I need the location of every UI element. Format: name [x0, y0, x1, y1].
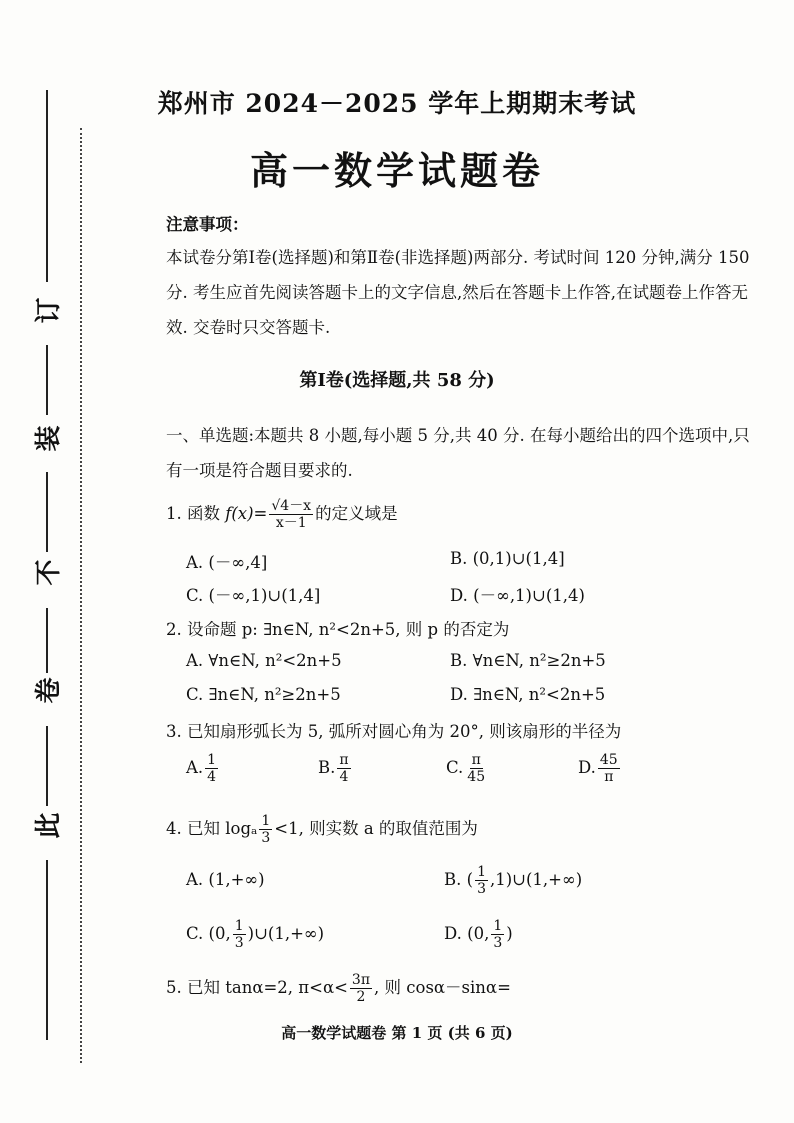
q4-d-fraction	[491, 918, 504, 951]
binding-char-3: 不	[34, 560, 60, 590]
q3-a-label: A.	[186, 758, 204, 777]
paper-title: 高一数学试题卷	[249, 148, 544, 193]
q1-numerator: √4－x	[271, 498, 312, 514]
question-5	[166, 972, 511, 1005]
q3-option-d	[578, 752, 622, 785]
q4-option-a: A. (1,+∞)	[186, 870, 265, 889]
binding-line-4	[46, 608, 48, 673]
notice-text: 本试卷分第Ⅰ卷(选择题)和第Ⅱ卷(非选择题)两部分. 考试时间 120 分钟,满分 150 分. 考生应首先阅读答题卡上的文字信息,然后在答题卡上作答,在试题卷上作答无效. 交卷时只交答题卡.	[166, 248, 750, 337]
binding-char-5: 此	[34, 813, 60, 843]
question-1	[166, 498, 398, 531]
q4-option-b	[444, 864, 582, 897]
q2-option-a: A. ∀n∈N, n²<2n+5	[186, 651, 342, 670]
q1-option-b: B. (0,1)∪(1,4]	[450, 549, 565, 568]
q1-suffix: 的定义域是	[315, 504, 398, 523]
q4-b-pre: B. (	[444, 870, 474, 889]
q4-option-d	[444, 918, 513, 951]
q4-prefix: 4. 已知 logₐ	[166, 819, 258, 838]
q5-den: 2	[356, 989, 366, 1005]
q3-c-label: C.	[446, 758, 464, 777]
q4-b-post: ,1)∪(1,+∞)	[489, 870, 583, 889]
q5-prefix: 5. 已知 tanα=2, π<α<	[166, 978, 348, 997]
q4-fraction	[259, 813, 272, 846]
q4-den: 3	[261, 830, 271, 846]
page-footer: 高一数学试题卷 第 1 页 (共 6 页)	[281, 1024, 513, 1042]
q2-option-c: C. ∃n∈N, n²≥2n+5	[186, 685, 341, 704]
q3-c-den: 45	[467, 769, 486, 785]
q3-b-label: B.	[318, 758, 336, 777]
notice-body	[166, 240, 754, 345]
q3-b-den: 4	[339, 769, 349, 785]
binding-char-1: 订	[34, 298, 60, 328]
q4-c-fraction	[233, 918, 246, 951]
q4-num: 1	[261, 813, 271, 829]
q3-option-a	[186, 752, 220, 785]
binding-line-3	[46, 472, 48, 552]
q1-denominator: x－1	[275, 515, 307, 531]
q3-a-fraction	[205, 752, 218, 785]
section-title: 第Ⅰ卷(选择题,共 58 分)	[299, 370, 495, 391]
q2-option-d: D. ∃n∈N, n²<2n+5	[450, 685, 606, 704]
exam-title: 郑州市 2024－2025 学年上期期末考试	[157, 89, 637, 118]
q4-option-c	[186, 918, 324, 951]
q4-d-den: 3	[493, 935, 503, 951]
q3-a-num: 1	[207, 752, 217, 768]
binding-dotted-line	[80, 128, 82, 1063]
q4-d-num: 1	[493, 918, 503, 934]
q3-c-fraction	[465, 752, 487, 785]
question-4	[166, 813, 478, 846]
q2-option-b: B. ∀n∈N, n²≥2n+5	[450, 651, 606, 670]
q3-d-den: π	[604, 769, 614, 785]
q5-fraction	[350, 972, 372, 1005]
q5-suffix: , 则 cosα－sinα=	[374, 978, 511, 997]
q3-a-den: 4	[207, 769, 217, 785]
binding-char-2: 装	[34, 426, 60, 456]
question-2: 2. 设命题 p: ∃n∈N, n²<2n+5, 则 p 的否定为	[166, 620, 510, 639]
q4-b-den: 3	[477, 881, 486, 897]
q4-c-post: )∪(1,+∞)	[247, 924, 325, 943]
binding-line-bottom	[46, 860, 48, 1040]
q3-d-label: D.	[578, 758, 596, 777]
q4-suffix: <1, 则实数 a 的取值范围为	[274, 819, 478, 838]
q1-fraction	[269, 498, 313, 531]
q3-c-num: π	[471, 752, 481, 768]
q3-option-c	[446, 752, 489, 785]
q3-d-fraction	[598, 752, 620, 785]
q4-c-pre: C. (0,	[186, 924, 231, 943]
q1-function: f(x)=	[225, 504, 268, 523]
notice-heading: 注意事项：	[166, 215, 249, 234]
q3-b-fraction	[337, 752, 350, 785]
q4-b-num: 1	[477, 864, 486, 880]
q5-num: 3π	[351, 972, 371, 988]
q1-prefix: 1. 函数	[166, 504, 226, 523]
question-3: 3. 已知扇形弧长为 5, 弧所对圆心角为 20°, 则该扇形的半径为	[166, 722, 622, 741]
q3-b-num: π	[339, 752, 349, 768]
q4-d-pre: D. (0,	[444, 924, 490, 943]
q1-option-d: D. (－∞,1)∪(1,4)	[450, 586, 585, 605]
part-intro: 一、单选题:本题共 8 小题,每小题 5 分,共 40 分. 在每小题给出的四个选项中,只有一项是符合题目要求的.	[166, 426, 750, 480]
q1-option-a: A. (－∞,4]	[186, 553, 268, 572]
q4-c-num: 1	[234, 918, 244, 934]
q3-option-b	[318, 752, 353, 785]
q1-option-c: C. (－∞,1)∪(1,4]	[186, 586, 321, 605]
binding-line-5	[46, 726, 48, 806]
q3-d-num: 45	[599, 752, 618, 768]
q4-c-den: 3	[234, 935, 244, 951]
binding-char-4: 卷	[34, 678, 60, 708]
q4-b-fraction	[475, 864, 488, 897]
q4-d-post: )	[506, 924, 513, 943]
